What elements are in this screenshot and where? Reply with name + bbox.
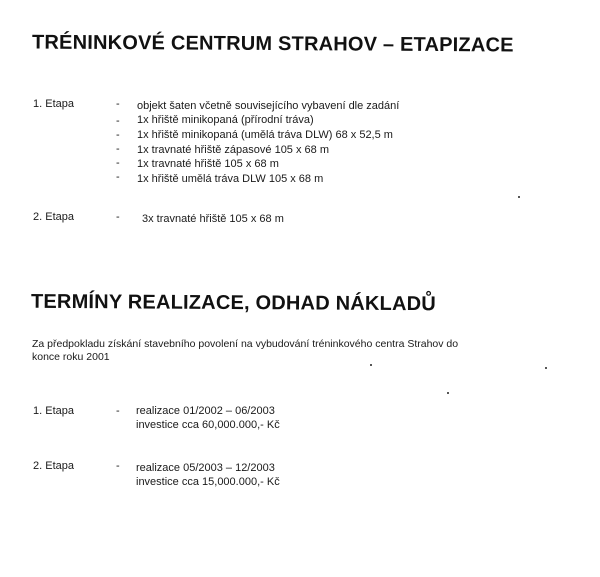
scan-speck [370, 364, 372, 366]
scan-speck [518, 196, 520, 198]
termin-etapa-2-investice: investice cca 15,000.000,- Kč [136, 476, 280, 488]
etapa-2-label: 2. Etapa [33, 211, 74, 223]
intro-line-1: Za předpokladu získání stavebního povolení na vybudování tréninkového centra Strahov do [32, 338, 459, 350]
etapa-1-item: 1x travnaté hřiště 105 x 68 m [137, 158, 279, 170]
etapa-2-dash: - [116, 211, 120, 223]
etapa-1-item: 1x hřiště minikopaná (umělá tráva DLW) 68 x 52,5 m [137, 129, 393, 141]
etapa-1-item-dash: - [116, 115, 120, 127]
etapa-1-item: 1x hřiště minikopaná (přírodní tráva) [137, 114, 314, 126]
section-title-terminy: TERMÍNY REALIZACE, ODHAD NÁKLADŮ [30, 290, 436, 316]
termin-etapa-1-label: 1. Etapa [33, 405, 74, 417]
etapa-1-item-dash: - [116, 143, 120, 155]
section-title-etapizace: TRÉNINKOVÉ CENTRUM STRAHOV – ETAPIZACE [31, 31, 514, 57]
etapa-1-dash: - [116, 98, 120, 110]
termin-etapa-2-dash: - [116, 460, 120, 472]
etapa-1-item: objekt šaten včetně souvisejícího vybavení dle zadání [137, 100, 400, 112]
etapa-1-item: 1x hřiště umělá tráva DLW 105 x 68 m [137, 173, 324, 185]
intro-line-2: konce roku 2001 [32, 351, 110, 363]
termin-etapa-1-realizace: realizace 01/2002 – 06/2003 [136, 405, 275, 417]
termin-etapa-2-realizace: realizace 05/2003 – 12/2003 [136, 462, 275, 474]
etapa-2-item: 3x travnaté hřiště 105 x 68 m [142, 213, 284, 225]
termin-etapa-1-investice: investice cca 60,000.000,- Kč [136, 419, 280, 431]
scan-speck [447, 392, 449, 394]
etapa-1-item-dash: - [116, 129, 120, 141]
termin-etapa-2-label: 2. Etapa [33, 460, 74, 472]
etapa-1-label: 1. Etapa [33, 98, 74, 110]
etapa-1-item-dash: - [116, 171, 120, 183]
etapa-1-item-dash: - [116, 157, 120, 169]
scan-speck [545, 367, 547, 369]
termin-etapa-1-dash: - [116, 405, 120, 417]
etapa-1-item: 1x travnaté hřiště zápasové 105 x 68 m [137, 144, 329, 156]
